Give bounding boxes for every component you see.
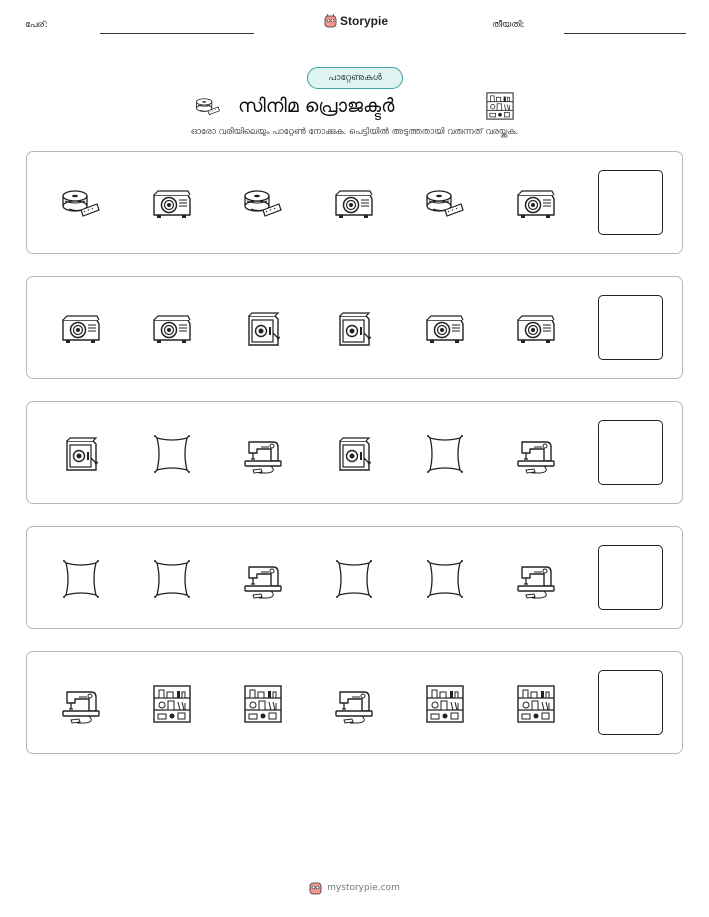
sewing-machine-icon <box>59 682 103 726</box>
craft-shelf-icon <box>484 90 516 122</box>
name-line[interactable] <box>100 33 254 34</box>
pattern-row <box>26 401 683 504</box>
answer-box[interactable] <box>598 545 663 610</box>
pillow-icon <box>59 557 103 601</box>
pillow-icon <box>423 557 467 601</box>
brand-name: Storypie <box>340 13 389 28</box>
craft-shelf-icon <box>423 682 467 726</box>
projector-icon <box>150 182 194 226</box>
safe-icon <box>332 432 376 476</box>
answer-box[interactable] <box>598 420 663 485</box>
projector-icon <box>332 182 376 226</box>
date-line[interactable] <box>564 33 686 34</box>
title-row <box>0 92 709 122</box>
footer <box>0 880 709 895</box>
craft-shelf-icon <box>150 682 194 726</box>
name-label: പേര്: <box>25 20 48 30</box>
date-label: തീയതി: <box>492 20 525 30</box>
projector-icon <box>150 307 194 351</box>
sewing-machine-icon <box>332 682 376 726</box>
projector-icon <box>59 307 103 351</box>
pillow-icon <box>332 557 376 601</box>
pillow-icon <box>150 557 194 601</box>
footer-url[interactable]: mystorypie.com <box>327 882 400 893</box>
projector-icon <box>514 182 558 226</box>
sewing-machine-icon <box>514 557 558 601</box>
pattern-row <box>26 151 683 254</box>
sewing-machine-icon <box>514 432 558 476</box>
sewing-machine-icon <box>241 557 285 601</box>
projector-icon <box>514 307 558 351</box>
sewing-machine-icon <box>241 432 285 476</box>
answer-box[interactable] <box>598 295 663 360</box>
safe-icon <box>59 432 103 476</box>
pillow-icon <box>423 432 467 476</box>
film-reel-icon <box>194 93 222 121</box>
safe-icon <box>332 307 376 351</box>
answer-box[interactable] <box>598 170 663 235</box>
pattern-row <box>26 526 683 629</box>
brand-logo <box>324 13 388 28</box>
projector-icon <box>423 307 467 351</box>
pattern-row <box>26 276 683 379</box>
instructions: ഓരോ വരിയിലെയും പാറ്റേൺ നോക്കുക. പെട്ടിയിൽ അടുത്തതായി വരുന്നത് വരയ്ക്കുക. <box>190 127 519 137</box>
craft-shelf-icon <box>241 682 285 726</box>
pillow-icon <box>150 432 194 476</box>
craft-shelf-icon <box>514 682 558 726</box>
answer-box[interactable] <box>598 670 663 735</box>
worksheet-header <box>0 0 709 40</box>
film-reel-icon <box>241 182 285 226</box>
pattern-row <box>26 651 683 754</box>
page-title: സിനിമ പ്രൊജക്ടർ <box>238 95 395 117</box>
film-reel-icon <box>59 182 103 226</box>
storypie-mascot-icon <box>324 13 337 28</box>
film-reel-icon <box>423 182 467 226</box>
safe-icon <box>241 307 285 351</box>
storypie-mascot-icon <box>309 880 322 895</box>
category-badge: പാറ്റേണുകൾ <box>307 67 403 89</box>
